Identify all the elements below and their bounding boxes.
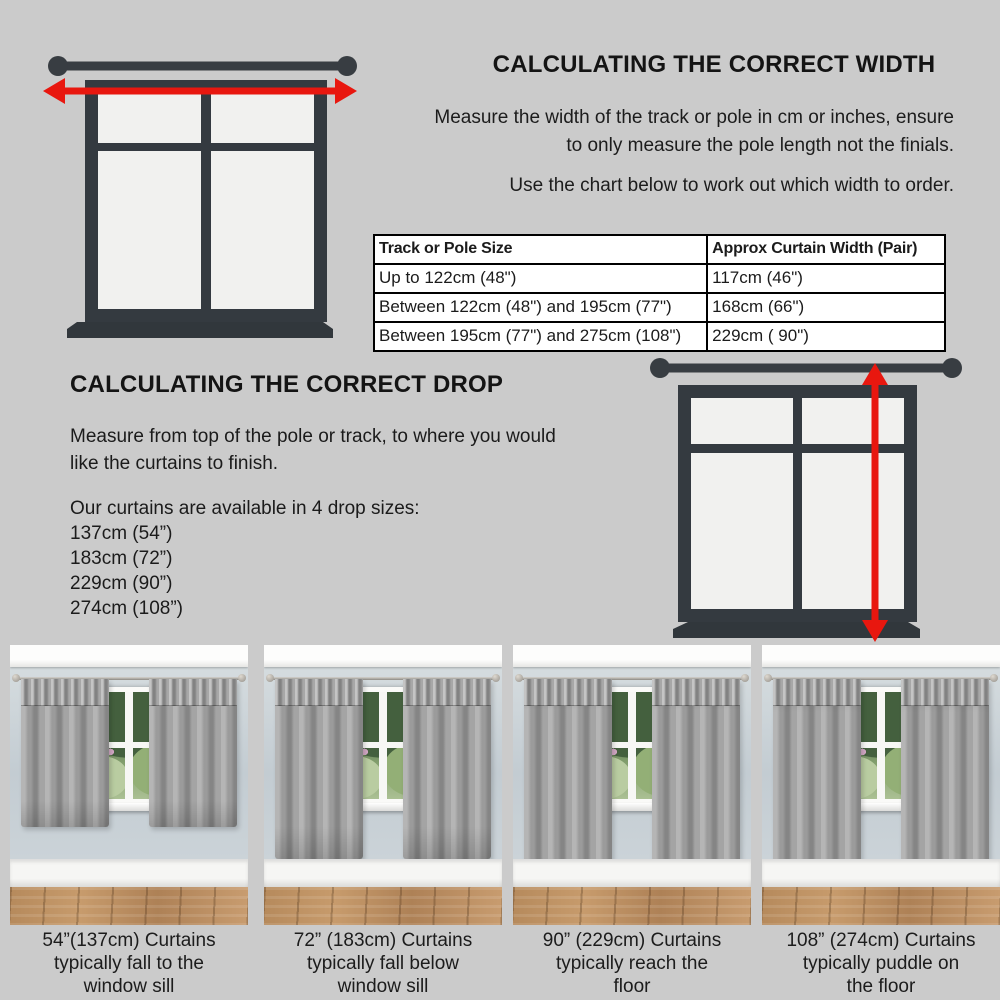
curtain-pole-illustration <box>48 56 357 76</box>
width-instructions-line: Use the chart below to work out which width to order. <box>509 175 954 196</box>
window-pane <box>802 398 904 444</box>
table-cell-pole-size: Between 122cm (48") and 195cm (77") <box>374 293 707 322</box>
photo-curtain-drop-54 <box>10 645 248 925</box>
room-floor <box>513 887 751 925</box>
window-illustration <box>67 80 333 338</box>
room-cornice <box>10 645 248 667</box>
caption-line: typically puddle on <box>802 953 960 974</box>
caption-line: 90” (229cm) Curtains <box>542 930 722 951</box>
drop-size-item: 229cm (90”) <box>70 573 173 594</box>
drop-sizes-list <box>70 496 420 621</box>
caption-line: 54”(137cm) Curtains <box>42 930 216 951</box>
arrowhead-left-icon <box>43 78 65 104</box>
pole-finial-right <box>942 358 962 378</box>
arrowhead-right-icon <box>335 78 357 104</box>
curtain-width-table <box>373 234 946 352</box>
curtain-pole-illustration <box>650 358 962 378</box>
photo-curtain-drop-108 <box>762 645 1000 925</box>
window-pane <box>211 151 314 309</box>
room-cornice <box>264 645 502 667</box>
window-sill <box>67 322 333 338</box>
photo-caption-108 <box>762 929 1000 998</box>
room-cornice <box>513 645 751 667</box>
photo-curtain-drop-90 <box>513 645 751 925</box>
caption-line: floor <box>613 976 651 997</box>
curtain-left <box>21 679 109 827</box>
table-cell-curtain-width: 168cm (66") <box>707 293 945 322</box>
room-baseboard <box>762 859 1000 887</box>
caption-line: typically fall to the <box>54 953 204 974</box>
table-cell-pole-size: Up to 122cm (48") <box>374 264 707 293</box>
window-pane <box>802 453 904 609</box>
room-floor <box>264 887 502 925</box>
drop-instructions-line: Measure from top of the pole or track, to where you would <box>70 426 556 447</box>
window-illustration <box>673 385 920 638</box>
room-baseboard <box>10 859 248 887</box>
curtain-left <box>275 679 363 860</box>
curtain-right <box>403 679 491 860</box>
drop-instructions-line: like the curtains to finish. <box>70 453 279 474</box>
photo-caption-72 <box>264 929 502 998</box>
caption-line: the floor <box>846 976 916 997</box>
window-diagram-width <box>35 50 365 340</box>
drop-instructions <box>70 423 556 477</box>
window-diagram-drop <box>640 355 990 645</box>
room-floor <box>10 887 248 925</box>
room-baseboard <box>264 859 502 887</box>
table-header-row <box>374 235 945 264</box>
photo-caption-54 <box>10 929 248 998</box>
width-section-title: CALCULATING THE CORRECT WIDTH <box>492 51 936 78</box>
caption-line: typically reach the <box>555 953 709 974</box>
table-header-pole-size: Track or Pole Size <box>374 235 707 264</box>
photo-caption-90 <box>513 929 751 998</box>
window-pane <box>98 151 201 309</box>
window-pane <box>691 453 793 609</box>
drop-sizes-intro: Our curtains are available in 4 drop sizes: <box>70 498 420 519</box>
drop-size-item: 183cm (72”) <box>70 548 173 569</box>
drop-section-title: CALCULATING THE CORRECT DROP <box>70 371 504 398</box>
caption-line: typically fall below <box>306 953 460 974</box>
caption-line: window sill <box>83 976 175 997</box>
caption-line: window sill <box>337 976 429 997</box>
window-pane <box>691 398 793 444</box>
table-row <box>374 264 945 293</box>
photo-curtain-drop-72 <box>264 645 502 925</box>
caption-line: 72” (183cm) Curtains <box>293 930 473 951</box>
window-pane <box>98 93 201 143</box>
width-instructions-line: to only measure the pole length not the finials. <box>566 135 954 156</box>
pole-finial-right <box>337 56 357 76</box>
pole-finial-left <box>650 358 670 378</box>
room-floor <box>762 887 1000 925</box>
width-instructions-line: Measure the width of the track or pole in cm or inches, ensure <box>434 107 954 128</box>
drop-size-item: 137cm (54”) <box>70 523 173 544</box>
table-row <box>374 293 945 322</box>
table-row <box>374 322 945 351</box>
table-cell-pole-size: Between 195cm (77") and 275cm (108") <box>374 322 707 351</box>
drop-size-item: 274cm (108”) <box>70 598 183 619</box>
caption-line: 108” (274cm) Curtains <box>786 930 976 951</box>
table-cell-curtain-width: 117cm (46") <box>707 264 945 293</box>
window-pane <box>211 93 314 143</box>
table-header-curtain-width: Approx Curtain Width (Pair) <box>707 235 945 264</box>
room-cornice <box>762 645 1000 667</box>
room-baseboard <box>513 859 751 887</box>
pole-finial-left <box>48 56 68 76</box>
curtain-right <box>149 679 237 827</box>
table-cell-curtain-width: 229cm ( 90") <box>707 322 945 351</box>
width-instructions <box>434 104 954 200</box>
